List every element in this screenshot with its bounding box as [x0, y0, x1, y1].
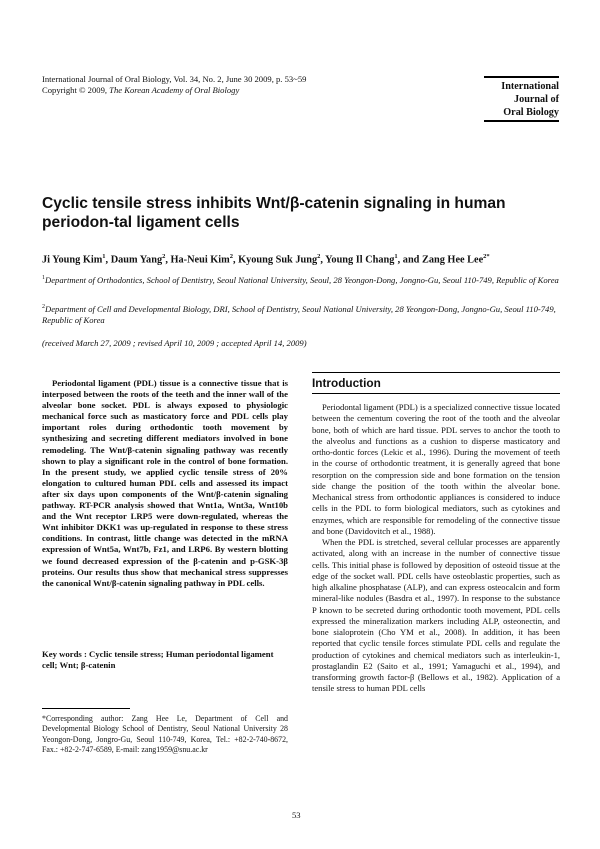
copyright-society: The Korean Academy of Oral Biology	[109, 85, 240, 95]
brand-line-2: Journal of	[514, 94, 559, 105]
copyright-prefix: Copyright © 2009,	[42, 85, 110, 95]
author-affiliation-marker: 2	[317, 253, 321, 260]
author-list: Ji Young Kim$^1$, Daum Yang$^2$, Ha-Neui Kim$^2$, Kyoung Suk Jung$^2$, Young Il Chang$^1$, and Zang Hee Lee$^{2*}$	[42, 253, 490, 266]
affiliation-marker: 2	[42, 304, 45, 310]
affiliation	[42, 302, 562, 327]
author-name: Kyoung Suk Jung	[238, 254, 318, 266]
affiliation-marker: 1	[42, 275, 45, 281]
footnote-divider	[42, 708, 130, 709]
author-name: Young Il Chang	[325, 254, 395, 266]
introduction-body	[312, 402, 560, 695]
keywords: Key words : Cyclic tensile stress; Human periodontal ligament cell; Wnt; β-catenin	[42, 649, 274, 671]
brand-line-3: Oral Biology	[503, 107, 559, 118]
introduction-paragraph: When the PDL is stretched, several cellular processes are apparently activated, along with an increase in the number of connective tissue cells. This initial phase is followed by deposition of osteoid tissue at the edge of the socket wall. PDL cells have osteoblastic properties, such as high alkaline phosphatase (ALP), and can express osteocalcin and form mineral-like nodules (Basdra et al., 1997). In response to the substance P known to be secreted during orthodontic tooth movement, PDL cells expressed the mineralization markers including ALP, osteonectin, and bone sialoprotein (Cho YM et al., 2008). In addition, it has been reported that cyclic tensile forces stimulate PDL cells and regulate the production of cytokines and chemical mediators such as interleukin-1, prostaglandin E2 (Saito et al., 1991; Yamaguchi et al., 1994), and transforming growth factor-β (Bellows et al., 1982). Application of a tensile stress to human PDL cells	[312, 537, 560, 694]
journal-citation: International Journal of Oral Biology, Vol. 34, No. 2, June 30 2009, p. 53~59	[42, 74, 307, 84]
journal-brand-box	[484, 76, 559, 122]
journal-header	[42, 74, 306, 96]
corresponding-author-footnote: *Corresponding author: Zang Hee Le, Department of Cell and Developmental Biology School of Dentistry, Seoul National University 28 Yeongon-Dong, Jongro-Gu, Seoul 110-749, Korea, Tel.: +82-2-740-8672, Fax.: +82-2-747-6589, E-mail: zang1959@snu.ac.kr	[42, 714, 288, 754]
author-affiliation-marker: 2	[229, 253, 233, 260]
article-title: Cyclic tensile stress inhibits Wnt/β-catenin signaling in human periodon-tal ligament cells	[42, 195, 506, 231]
author-name: Zang Hee Lee	[421, 254, 484, 266]
affiliation-text: Department of Cell and Developmental Biology, DRI, School of Dentistry, Seoul National University, 28 Yeongon-Dong, Jongno-Gu, Seoul 110-749, Republic of Korea	[42, 303, 556, 326]
section-heading: Introduction	[312, 372, 560, 394]
author-name: Daum Yang	[110, 254, 163, 266]
author-affiliation-marker: 2*	[483, 253, 490, 260]
affiliation	[42, 273, 562, 286]
received-dates: (received March 27, 2009 ; revised April 10, 2009 ; accepted April 14, 2009)	[42, 338, 307, 348]
affiliation-text: Department of Orthodontics, School of Dentistry, Seoul National University, Seoul, 28 Yeongon-Dong, Jongno-Gu, Seoul 110-749, Republic of Korea	[45, 274, 559, 285]
author-affiliation-marker: 2	[162, 253, 166, 260]
brand-line-1: International	[501, 81, 559, 92]
page-number: 53	[292, 810, 301, 820]
introduction-paragraph: Periodontal ligament (PDL) is a specialized connective tissue located between the cementum covering the root of the tooth and the alveolar bone, both of which are hard tissue. PDL serves to anchor the tooth to the alveolus and functions as a cushion to disperse masticatory and ortho-dontic forces (Lekic et al., 1996). During the movement of teeth in the course of orthodontic treatment, it is generally agreed that bone resorption on the compression side and bone formation on the tension side change the position of the tooth within the alveolar bone. Mechanical stress from orthodontic appliances is considered to induce cells in the PDL to form biological mediators, such as cytokines and enzymes, which are responsible for remodeling of the connective tissue and bone (Davidovitch et al., 1988).	[312, 402, 560, 536]
author-affiliation-marker: 1	[102, 253, 106, 260]
author-name: Ha-Neui Kim	[170, 254, 230, 266]
author-name: Ji Young Kim	[42, 254, 103, 266]
author-affiliation-marker: 1	[394, 253, 398, 260]
abstract: Periodontal ligament (PDL) tissue is a connective tissue that is interposed between the roots of the teeth and the inner wall of the alveolar bone socket. PDL is always exposed to physiologic mechanical force such as masticatory force and PDL cells play important roles during orthodontic tooth movement by synthesizing and secreting different mediators involved in bone remodeling. The Wnt/β-catenin signaling pathway was recently shown to play a significant role in the control of bone formation. In the present study, we applied cyclic tensile stress of 20% elongation to cultured human PDL cells and assessed its impact after six days upon components of the Wnt/β-catenin signaling pathway. RT-PCR analysis showed that Wnt1a, Wnt3a, Wnt10b and the Wnt receptor LRP5 were down-regulated, whereas the Wnt inhibitor DKK1 was up-regulated in response to these stress conditions. In contrast, little change was detected in the mRNA expression of Wnt5a, Wnt7b, Fz1, and LRP6. By western blotting we found decreased expression of the β-catenin and p-GSK-3β proteins. Our results thus show that mechanical stress suppresses the canonical Wnt/β-catenin signaling pathway in PDL cells.	[42, 378, 288, 588]
copyright-line	[42, 85, 306, 96]
